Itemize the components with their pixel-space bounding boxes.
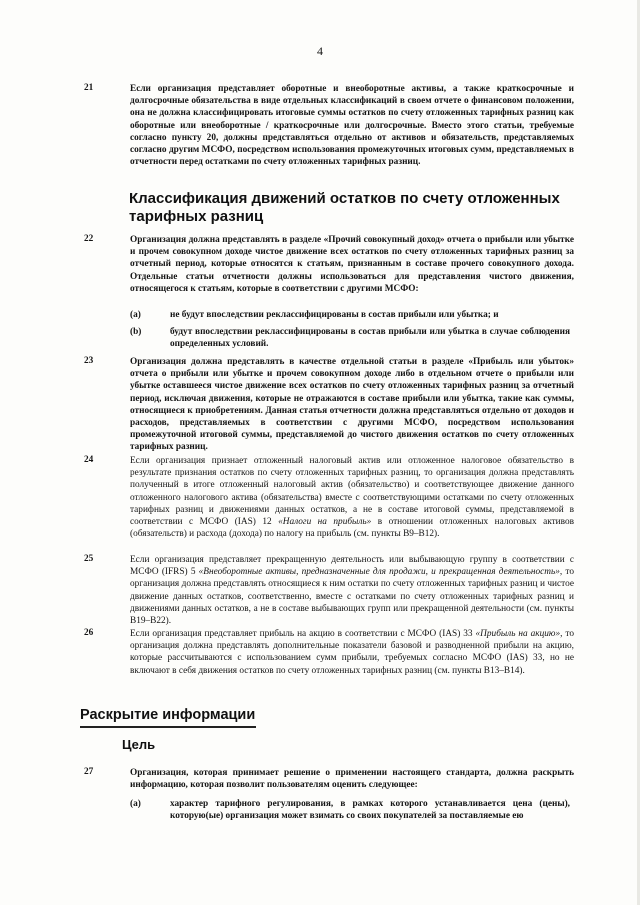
text-segment: Если организация признает отложенный налоговый актив или отложенное налоговое обязательство в результате признания остатков по счету отложенных тарифных разниц, то организация должна представлять полученный в итоге отложенный налоговый актив (обязательство) и соответствующее движение данного отложенного налогового актива (обязательства) вместе с соответствующими остатками по счету отложенных тарифных разниц и движениями данных остатков, а не в составе итоговой суммы, представляемой в соответствии с МСФО (IAS) 12	[130, 456, 574, 528]
paragraph-number: 26	[84, 628, 94, 638]
paragraph-text	[130, 628, 574, 677]
paragraph-number: 27	[84, 767, 94, 777]
sub-heading: Цель	[122, 737, 156, 752]
paragraph-text	[130, 554, 574, 627]
paragraph-text: Организация должна представлять в разделе «Прочий совокупный доход» отчета о прибыли или убытке и прочем совокупном доходе чистое движение всех остатков по счету отложенных тарифных разниц за отчетный период, которые относятся к статьям, признанным в составе прочего совокупного дохода. Отдельные статьи отчетности должны использоваться для представления чистого движения, относящегося к статьям, которые в соответствии с другими МСФО:	[130, 235, 574, 294]
list-item-text: будут впоследствии реклассифицированы в состав прибыли или убытка в случае соблюдения определенных условий.	[170, 327, 570, 350]
paragraph-text: Организация должна представлять в качестве отдельной статьи в разделе «Прибыль или убыток» отчета о прибыли или убытке и прочем совокупном доходе либо в отдельном отчете о прибыли или убытке оставшееся чистое движение всех остатков по счету отложенных тарифных разниц за отчетный период, исключая движения, которые не отражаются в составе прибыли или убытка, такие как суммы, относящиеся к приобретениям. Данная статья отчетности должна представляться отдельно от доходов и расходов, представляемых в соответствии с другими МСФО, посредством использования промежуточной итоговой суммы, представляемой до чистого движения остатков по счету отложенных тарифных разниц.	[130, 357, 574, 453]
text-segment: Если организация представляет прекращенную деятельность или выбывающую группу в соответствии с МСФО (IFRS) 5	[130, 555, 574, 578]
paragraph-22	[84, 234, 584, 295]
paragraph-25	[84, 554, 584, 627]
major-heading: Раскрытие информации	[80, 707, 256, 723]
list-item-label: (b)	[130, 327, 142, 337]
text-segment: , то организация должна представлять дополнительные показатели базовой и разводненной прибыли на акцию, которые рассчитываются с использованием сумм прибыли, требуемых согласно МСФО (IAS) 33, но не включают в себя движения остатков по счету отложенных тарифных разниц (см. пункты B13–B14).	[130, 629, 574, 676]
list-item-text: не будут впоследствии реклассифицированы в состав прибыли или убытка; и	[170, 310, 499, 320]
text-segment: , то организация должна представлять относящиеся к ним остатки по счету отложенных тарифных разниц и чистое движение данных остатков, соответственно, вместе с остатками по счету отложенных тарифных разниц и движениями данных остатков, а не в составе выбывающих групп или прекращенной деятельности (см. пункты B19–B22).	[130, 567, 574, 627]
paragraph-text	[130, 455, 574, 540]
paragraph-text: Если организация представляет оборотные и внеоборотные активы, а также краткосрочные и долгосрочные обязательства в виде отдельных классификаций в своем отчете о финансовом положении, она не должна классифицировать итоговые суммы остатков по счету отложенных тарифных разниц как оборотные или внеоборотные / краткосрочные или долгосрочные. Вместо этого статьи, требуемые согласно пункту 20, должны представляться отдельно от активов и обязательств, представляемых согласно другим МСФО, посредством использования промежуточных итоговых сумм, представляемых в отчетности перед остатками по счету отложенных тарифных разниц.	[130, 84, 574, 168]
paragraph-27	[84, 767, 584, 791]
paragraph-number: 24	[84, 455, 94, 465]
paragraph-text: Организация, которая принимает решение о применении настоящего стандарта, должна раскрыть информацию, которая позволит пользователям оценить следующее:	[130, 768, 574, 791]
list-item-b	[130, 326, 570, 350]
standard-title: «Налоги на прибыль»	[278, 517, 372, 528]
paragraph-24	[84, 455, 584, 540]
heading-underline	[80, 726, 256, 728]
standard-title: «Прибыль на акцию»	[475, 629, 561, 639]
page-number: 4	[317, 44, 323, 58]
section-heading: Классификация движений остатков по счету отложенных тарифных разниц	[129, 190, 560, 225]
paragraph-number: 21	[84, 83, 94, 93]
text-segment: в отношении отложенных налоговых активов (обязательств) и расхода (дохода) по налогу на прибыль (см. пункты B9–B12).	[130, 517, 575, 540]
paragraph-26	[84, 628, 584, 677]
paragraph-number: 22	[84, 234, 94, 244]
list-item-a	[130, 309, 570, 321]
text-segment: Если организация представляет прибыль на акцию в соответствии с МСФО (IAS) 33	[130, 629, 476, 639]
list-item-label: (a)	[130, 310, 141, 320]
paragraph-number: 23	[84, 356, 94, 366]
list-item-label: (a)	[130, 799, 141, 809]
paragraph-23	[84, 356, 584, 454]
standard-title: «Внеоборотные активы, предназначенные для продажи, и прекращенная деятельность»	[198, 567, 560, 578]
list-item-a	[130, 798, 570, 822]
paragraph-21	[84, 83, 584, 168]
paragraph-number: 25	[84, 554, 94, 564]
list-item-text: характер тарифного регулирования, в рамках которого устанавливается цена (цены), которую(ые) организация может взимать со своих покупателей за поставляемые ею	[170, 799, 570, 822]
